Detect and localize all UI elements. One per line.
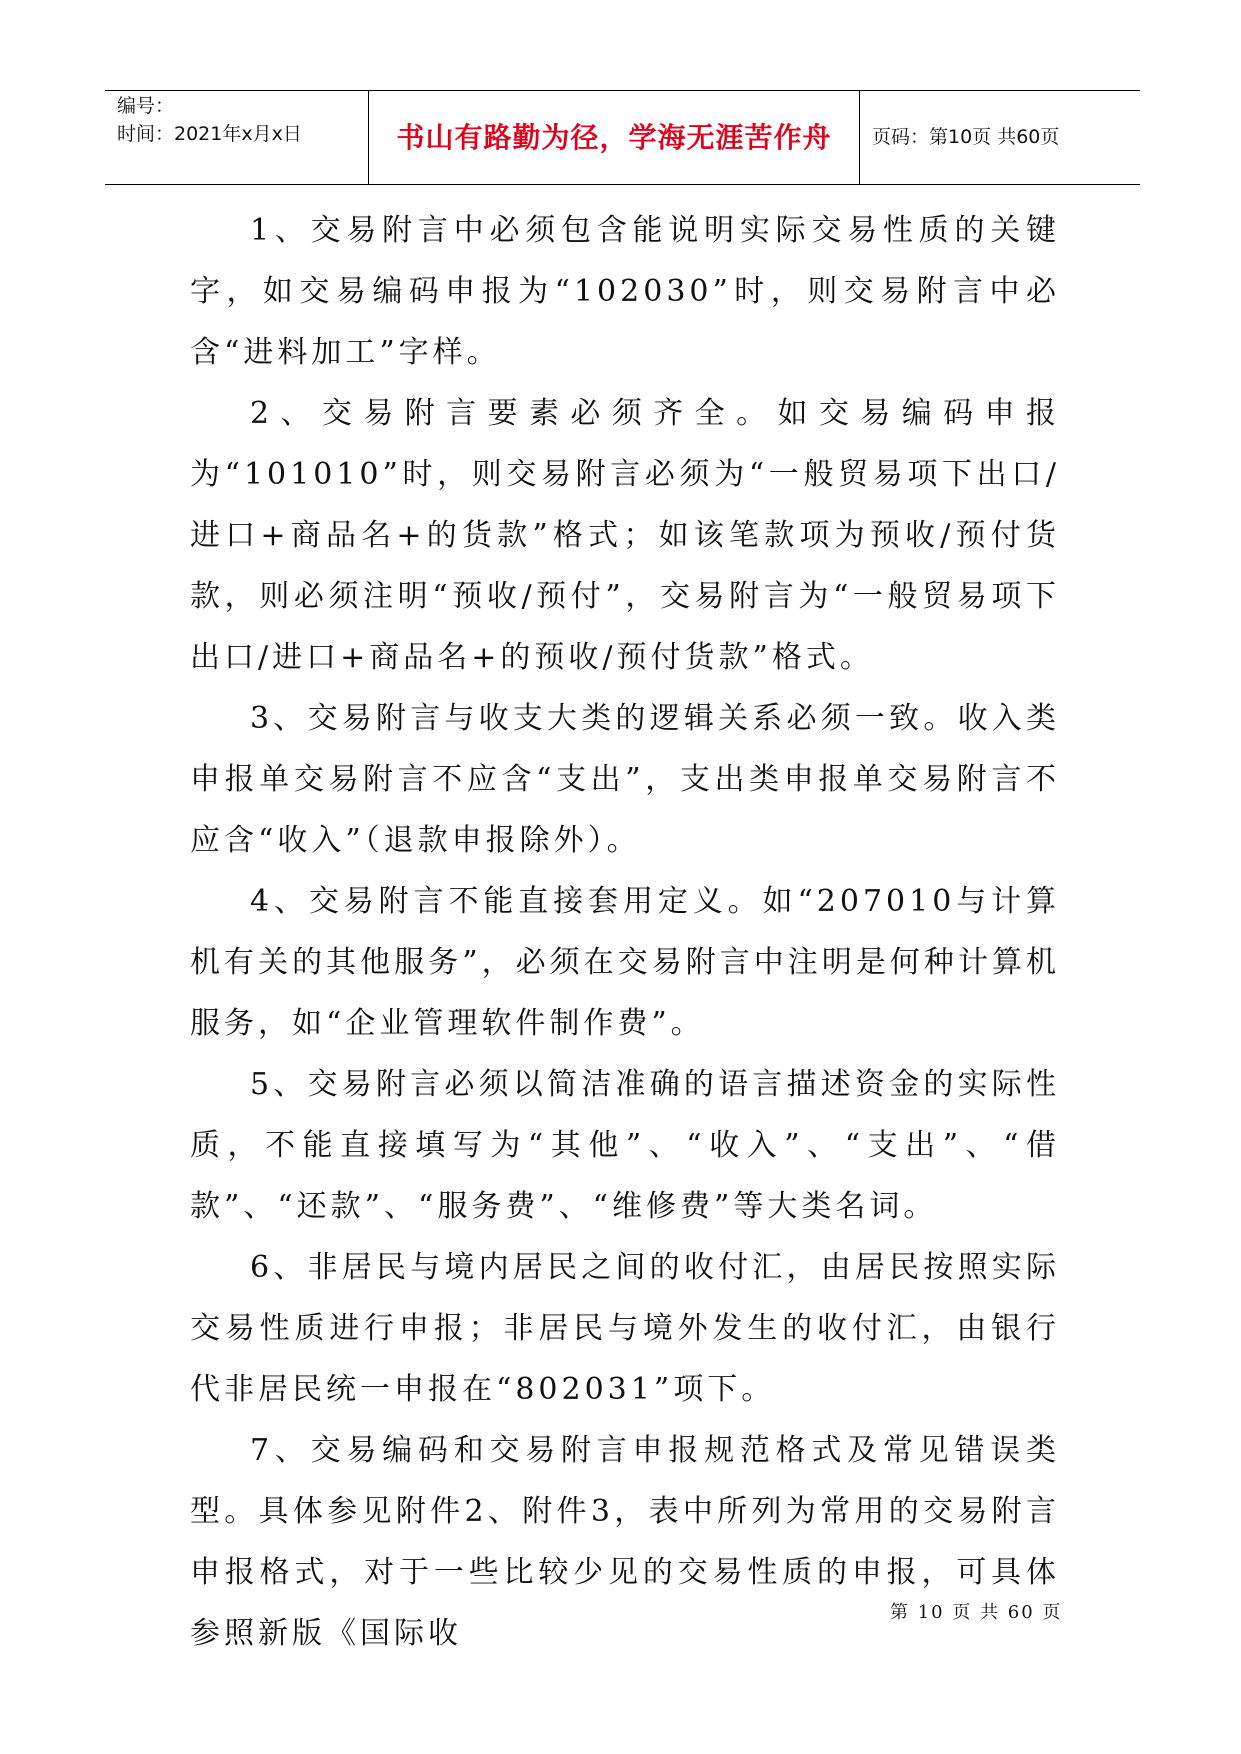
paragraph-1: 1、交易附言中必须包含能说明实际交易性质的关键字，如交易编码申报为“102030”时，则交易附言中必含“进料加工”字样。 (190, 213, 1060, 370)
serial-label: 编号： (117, 95, 175, 117)
paragraph-4: 4、交易附言不能直接套用定义。如“207010与计算机有关的其他服务”，必须在交易附言中注明是何种计算机服务，如“企业管理软件制作费”。 (190, 884, 1060, 1041)
time-label: 时间：2021年x月x日 (117, 123, 302, 145)
paragraph-2: 2、交易附言要素必须齐全。如交易编码申报为“101010”时，则交易附言必须为“一般贸易项下出口/进口+商品名+的货款”格式；如该笔款项为预收/预付货款，则必须注明“预收/预付”，交易附言为“一般贸易项下出口/进口+商品名+的预收/预付货款”格式。 (190, 396, 1060, 675)
header-motto: 书山有路勤为径，学海无涯苦作舟 (369, 91, 860, 184)
paragraph-6: 6、非居民与境内居民之间的收付汇，由居民按照实际交易性质进行申报；非居民与境外发生的收付汇，由银行代非居民统一申报在“802031”项下。 (190, 1250, 1060, 1407)
header-page-label: 页码：第10页 共60页 (872, 126, 1060, 148)
paragraph-3: 3、交易附言与收支大类的逻辑关系必须一致。收入类申报单交易附言不应含“支出”，支出类申报单交易附言不应含“收入”（退款申报除外）。 (190, 701, 1060, 858)
page-header (105, 90, 1140, 185)
page-footer: 第 10 页 共 60 页 (890, 1602, 1063, 1623)
header-info-cell (105, 91, 369, 184)
document-body (190, 200, 1063, 1664)
paragraph-5: 5、交易附言必须以简洁准确的语言描述资金的实际性质，不能直接填写为“其他”、“收入”、“支出”、“借款”、“还款”、“服务费”、“维修费”等大类名词。 (190, 1067, 1060, 1224)
paragraph-7: 7、交易编码和交易附言申报规范格式及常见错误类型。具体参见附件2、附件3，表中所列为常用的交易附言申报格式，对于一些比较少见的交易性质的申报，可具体参照新版《国际收 (190, 1433, 1060, 1651)
